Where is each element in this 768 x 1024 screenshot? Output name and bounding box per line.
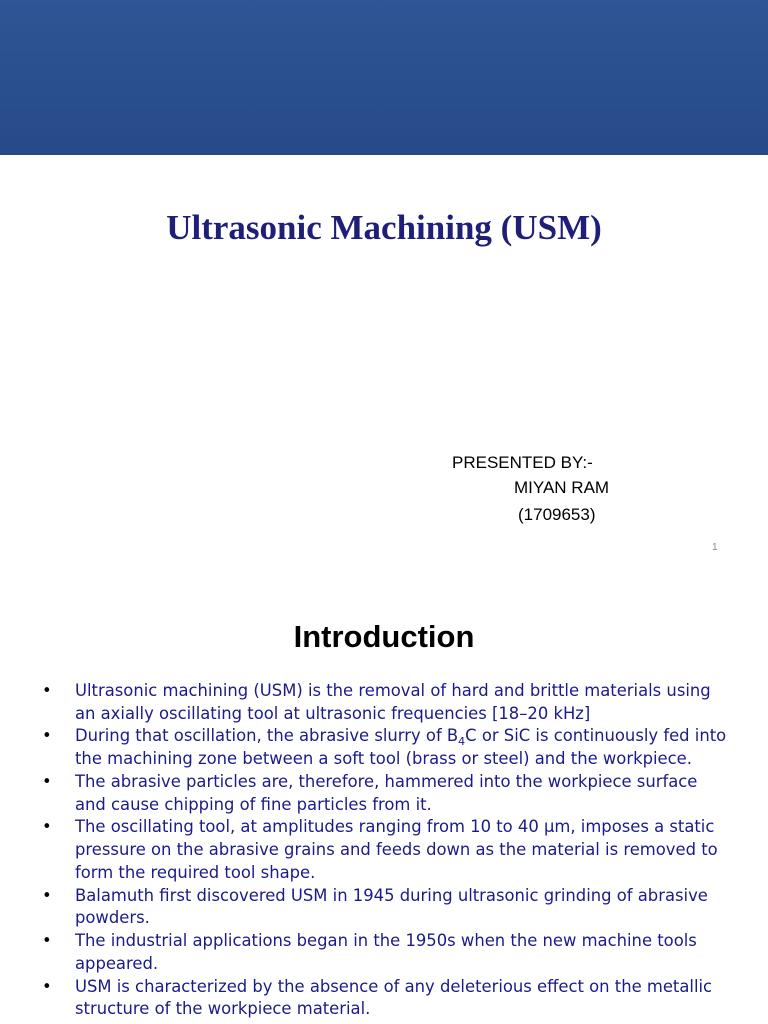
bullet-text: The industrial applications began in the 1950s when the new machine tools appeared. <box>75 931 697 973</box>
bullet-text-start: During that oscillation, the abrasive slurry of B <box>75 726 459 746</box>
bullet-dot-icon: • <box>42 976 52 996</box>
presenter-id: (1709653) <box>518 505 596 524</box>
bullet-dot-icon: • <box>42 681 52 700</box>
section-heading: Introduction <box>293 619 475 654</box>
introduction-slide <box>0 576 768 1024</box>
presented-by-label: PRESENTED BY:- <box>452 453 593 472</box>
bullet-list <box>40 680 730 1021</box>
bullet-item <box>40 885 730 930</box>
bullet-dot-icon: • <box>42 771 52 791</box>
header-band <box>0 0 768 155</box>
bullet-text: The abrasive particles are, therefore, hammered into the workpiece surface and cause chipping of fine particles from it. <box>75 771 698 814</box>
bullet-item <box>40 976 730 1021</box>
bullet-text: USM is characterized by the absence of any deleterious effect on the metallic structure of the workpiece material. <box>75 976 713 1019</box>
bullet-dot-icon: • <box>42 885 52 905</box>
bullet-text-end: C or SiC is continuously fed into the machining zone between a soft tool (brass or steel) and the workpiece. <box>75 726 727 769</box>
bullet-text: Ultrasonic machining (USM) is the removal of hard and brittle materials using an axially oscillating tool at ultrasonic frequencies [18–20 kHz] <box>75 681 711 723</box>
subscript-4: 4 <box>458 735 466 749</box>
bullet-item <box>40 771 730 816</box>
bullet-dot-icon: • <box>42 931 52 951</box>
bullet-text: The oscillating tool, at amplitudes ranging from 10 to 40 μm, imposes a static pressure on the abrasive grains and feeds down as the material is removed to form the required tool shape. <box>75 817 718 882</box>
presenter-name: MIYAN RAM <box>514 478 610 497</box>
slide-number: 1 <box>712 542 718 553</box>
bullet-item <box>40 725 730 770</box>
bullet-item <box>40 816 730 884</box>
bullet-dot-icon: • <box>42 726 52 746</box>
slide-title: Ultrasonic Machining (USM) <box>166 208 602 247</box>
bullet-item <box>40 930 730 975</box>
bullet-text: Balamuth first discovered USM in 1945 during ultrasonic grinding of abrasive powders. <box>75 885 708 928</box>
bullet-dot-icon: • <box>42 817 52 837</box>
bullet-item <box>40 680 730 725</box>
